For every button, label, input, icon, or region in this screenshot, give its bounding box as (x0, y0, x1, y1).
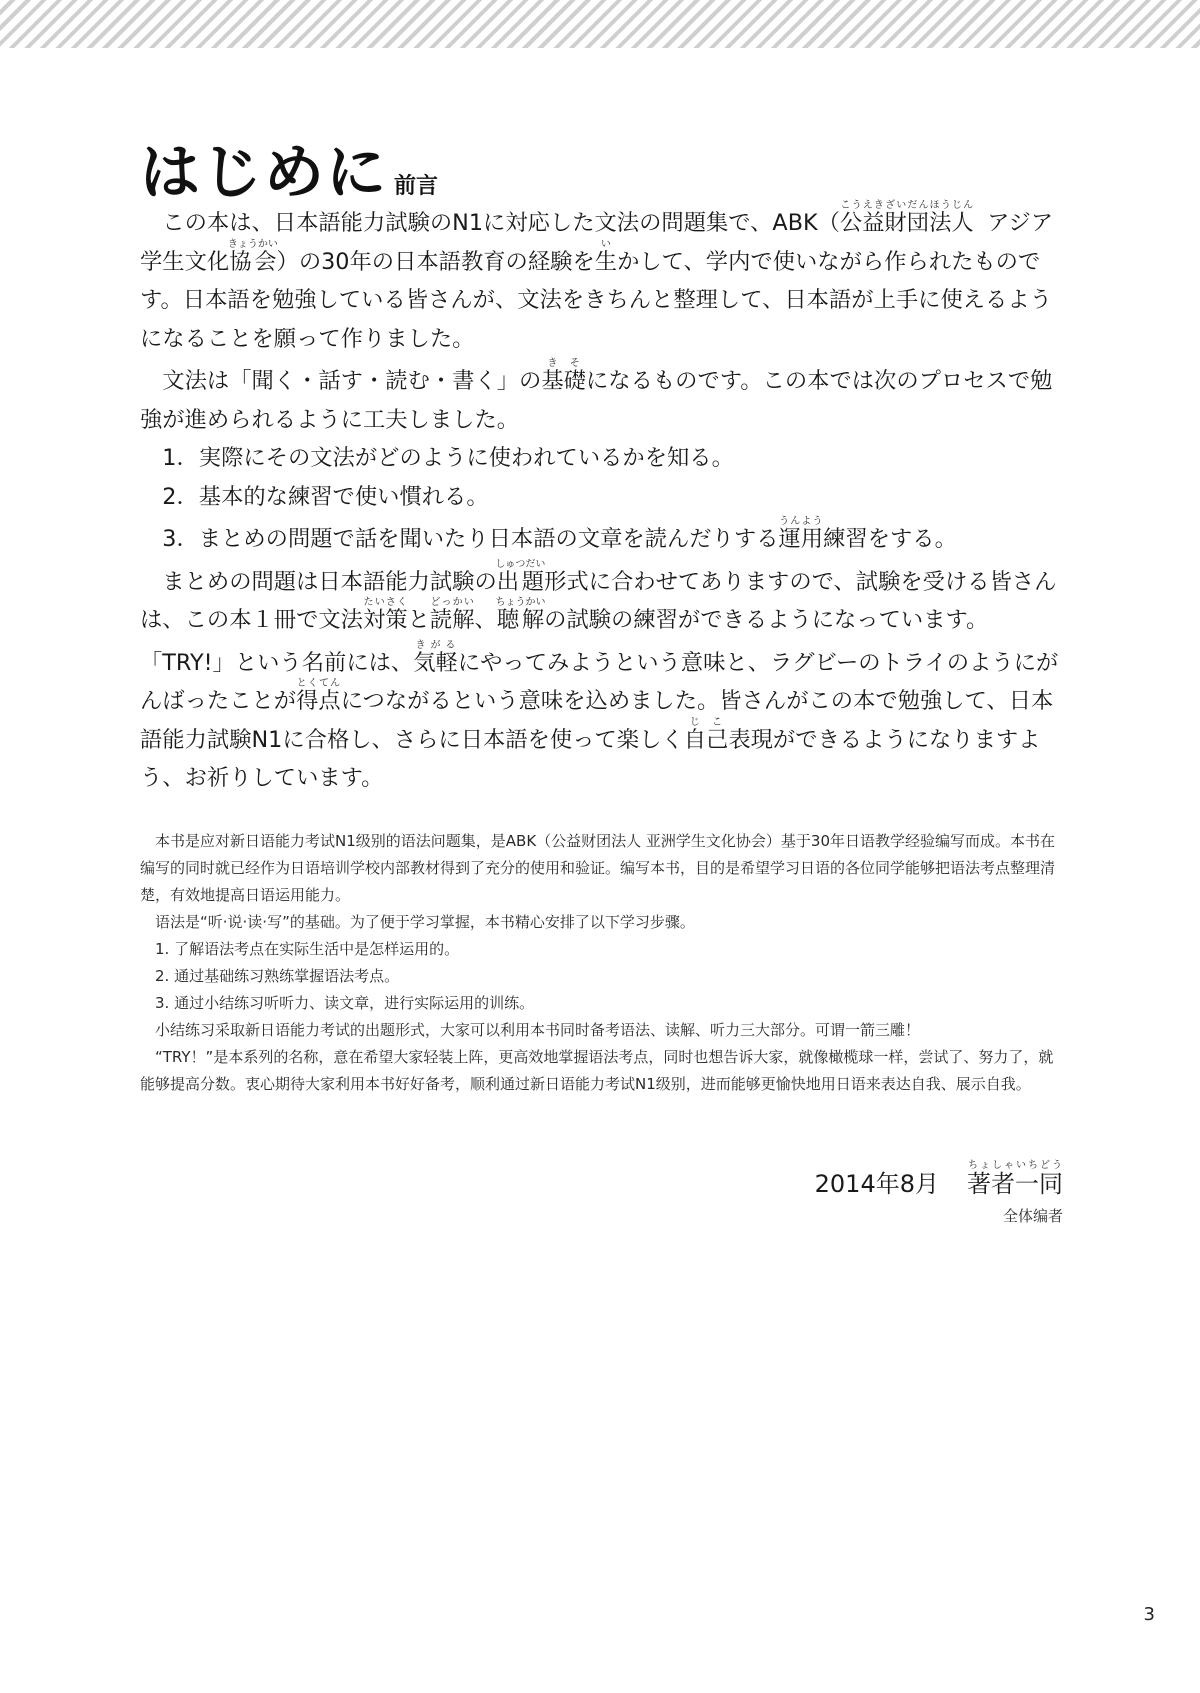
page-number: 3 (1143, 1604, 1155, 1625)
page-heading (140, 125, 1100, 208)
cn-list-item: 1. 了解语法考点在实际生活中是怎样运用的。 (155, 940, 460, 958)
signature-date: 2014年8月 (814, 1170, 939, 1198)
signature-cn-author: 全体编者 (1002, 1207, 1063, 1225)
process-list (140, 439, 1065, 559)
cn-paragraph-2: 语法是“听·说·读·写”的基础。为了便于学习掌握，本书精心安排了以下学习步骤。 (155, 913, 695, 931)
cn-paragraph-1: 本书是应对新日语能力考试N1级别的语法问题集，是ABK（公益财团法人 亚洲学生文化协会）基于30年日语教学经验编写而成。本书在编写的同时就已经作为日语培训学校内部教材得到了充分的使用和验证。编写本书，目的是希望学习日语的各位同学能够把语法考点整理清楚，有效地提高日语运用能力。 (140, 832, 1056, 904)
list-item: 1．実際にその文法がどのように使われているかを知る。 (162, 445, 734, 471)
ruby-word: 得点とくてん (296, 678, 341, 714)
jp-paragraph-4: 「TRY!」という名前には、気軽きがるにやってみようという意味と、ラグビーのトライのようにがんばったことが得点とくてんにつながるという意味を込めました。皆さんがこの本で勉強して、日本語能力試験N1に合格し、さらに日本語を使って楽しく自己じこ表現ができるようになりますよう、お祈りしています。 (140, 639, 1059, 791)
cn-list-item: 2. 通过基础练习熟练掌握语法考点。 (155, 967, 400, 985)
list-item: 2．基本的な練習で使い慣れる。 (162, 483, 489, 510)
page-title: はじめに (140, 138, 388, 208)
ruby-word: 出題しゅつだい (495, 558, 546, 595)
ruby-word: 協会きょうかい (227, 238, 278, 275)
ruby-word: 公益財団法人こうえきざいだんほうじん (839, 200, 974, 236)
cn-paragraph-3: 小结练习采取新日语能力考试的出题形式，大家可以利用本书同时备考语法、读解、听力三大部分。可谓一箭三雕！ (155, 1021, 921, 1039)
cn-list-item: 3. 通过小结练习听听力、读文章，进行实际运用的训练。 (155, 994, 535, 1012)
signature-author: 著者一同ちょしゃいちどう (967, 1160, 1063, 1198)
ruby-word: 聴解ちょうかい (495, 597, 546, 633)
ruby-word: 読解どっかい (429, 597, 475, 633)
jp-paragraph-2: 文法は「聞く・話す・読む・書く」の基礎きそになるものです。この本では次のプロセスで勉強が進められるように工夫しました。 (140, 358, 1053, 433)
signature-block (815, 1160, 1063, 1226)
chinese-preface (140, 828, 1065, 1098)
japanese-preface (140, 200, 1065, 798)
cn-paragraph-4: “TRY！”是本系列的名称，意在希望大家轻装上阵，更高效地掌握语法考点，同时也想告诉大家，就像橄榄球一样，尝试了、努力了，就能够提高分数。衷心期待大家利用本书好好备考，顺利通过新日语能力考试N1级别，进而能够更愉快地用日语来表达自我、展示自我。 (140, 1048, 1054, 1093)
ruby-word: 自己じこ (683, 716, 729, 753)
ruby-word: 運用うんよう (778, 516, 824, 552)
ruby-word: 生い (594, 238, 618, 275)
jp-paragraph-1: この本は、日本語能力試験のN1に対応した文法の問題集で、ABK（公益財団法人こうえきざいだんほうじんアジア学生文化協会きょうかい）の30年の日本語教育の経験を生いかして、学内で使いながら作られたものです。日本語を勉強している皆さんが、文法をきちんと整理して、日本語が上手に使えるようになることを願って作りました。 (140, 200, 1054, 352)
ruby-word: 気軽きがる (413, 639, 458, 676)
page-subtitle: 前言 (394, 174, 439, 199)
ruby-word: 対策たいさく (362, 597, 408, 633)
list-item: 3．まとめの問題で話を聞いたり日本語の文章を読んだりする運用うんよう練習をする。 (162, 516, 957, 552)
header-stripe-bar (0, 0, 1200, 48)
jp-paragraph-3: まとめの問題は日本語能力試験の出題しゅつだい形式に合わせてありますので、試験を受ける皆さんは、この本１冊で文法対策たいさくと読解どっかい、聴解ちょうかいの試験の練習ができるようになっています。 (140, 558, 1057, 633)
ruby-word: 基礎きそ (541, 358, 586, 394)
